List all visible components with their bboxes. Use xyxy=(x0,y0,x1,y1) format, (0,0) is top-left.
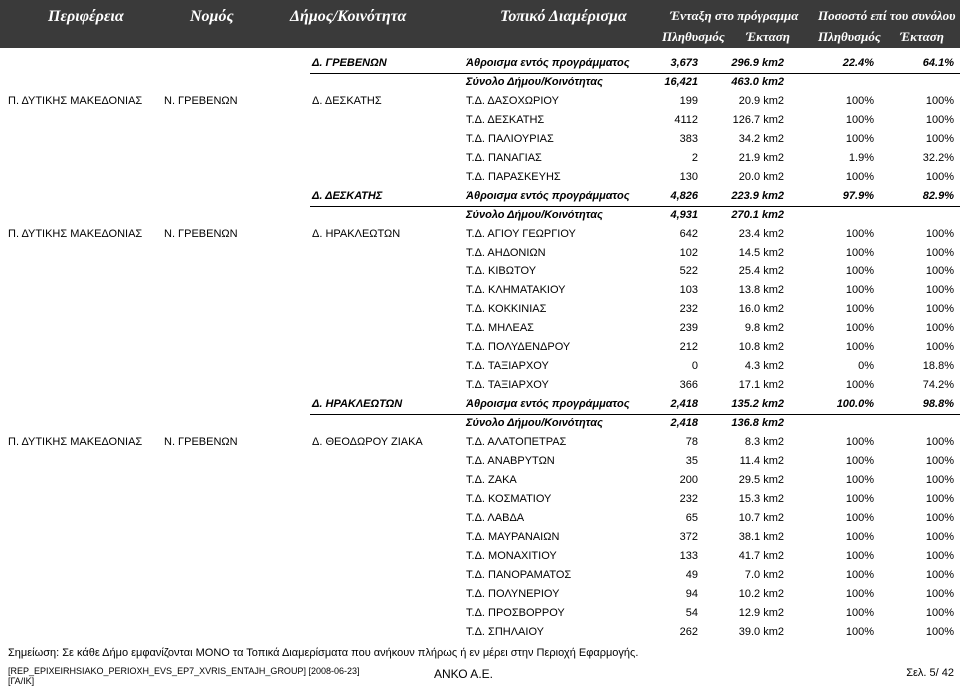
cell-td: Τ.Δ. ΜΟΝΑΧΙΤΙΟΥ xyxy=(466,549,557,562)
header-plithysmos-2: Πληθυσμός xyxy=(818,29,881,44)
cell-pop: 642 xyxy=(679,227,698,240)
cell-td: Τ.Δ. ΠΑΝΟΡΑΜΑΤΟΣ xyxy=(466,568,572,581)
cell-dim: Δ. ΘΕΟΔΩΡΟΥ ΖΙΑΚΑ xyxy=(312,436,423,448)
footer-report-code-line2: [ΓΑ/ΙΚ] xyxy=(8,676,35,686)
table-row xyxy=(0,301,960,320)
cell-p1: 100% xyxy=(845,113,874,126)
cell-pop: 54 xyxy=(685,606,698,619)
cell-p1: 100% xyxy=(845,625,874,638)
cell-pop: 133 xyxy=(679,549,698,562)
cell-td: Τ.Δ. ΔΑΣΟΧΩΡΙΟΥ xyxy=(466,94,559,107)
cell-dim: Δ. ΗΡΑΚΛΕΩΤΩΝ xyxy=(312,227,401,240)
cell-pop: 239 xyxy=(679,322,698,335)
cell-p1: 100% xyxy=(845,94,874,107)
cell-p2: 98.8% xyxy=(922,398,954,411)
cell-p2: 32.2% xyxy=(922,151,954,164)
cell-p2: 100% xyxy=(925,284,954,297)
cell-p2: 100% xyxy=(925,113,954,126)
table-row xyxy=(0,472,960,491)
cell-per: Π. ΔΥΤΙΚΗΣ ΜΑΚΕΔΟΝΙΑΣ xyxy=(8,227,143,240)
cell-pop: 0 xyxy=(691,360,698,373)
cell-p1: 100% xyxy=(845,568,874,581)
cell-p2: 82.9% xyxy=(922,189,954,202)
cell-pop: 65 xyxy=(685,511,698,524)
cell-pop: 4,826 xyxy=(670,189,698,202)
cell-nom: Ν. ΓΡΕΒΕΝΩΝ xyxy=(164,94,238,107)
cell-area: 135.2 km2 xyxy=(731,398,784,411)
cell-p2: 100% xyxy=(925,625,954,638)
table-row xyxy=(0,245,960,264)
cell-td: Τ.Δ. ΠΟΛΥΝΕΡΙΟΥ xyxy=(466,587,560,600)
cell-pop: 94 xyxy=(685,587,698,600)
cell-area: 16.0 km2 xyxy=(738,303,784,316)
cell-area: 10.2 km2 xyxy=(738,587,784,600)
cell-p2: 100% xyxy=(925,246,954,259)
cell-per: Π. ΔΥΤΙΚΗΣ ΜΑΚΕΔΟΝΙΑΣ xyxy=(8,436,143,448)
cell-p2: 100% xyxy=(925,341,954,354)
cell-p1: 100% xyxy=(845,132,874,145)
cell-area: 11.4 km2 xyxy=(739,454,784,467)
cell-td: Τ.Δ. ΛΑΒΔΑ xyxy=(466,511,525,524)
cell-p2: 100% xyxy=(925,549,954,562)
cell-td: Τ.Δ. ΔΕΣΚΑΤΗΣ xyxy=(466,113,545,126)
cell-td: Τ.Δ. ΑΓΙΟΥ ΓΕΩΡΓΙΟΥ xyxy=(466,227,576,240)
table-row xyxy=(0,434,960,453)
cell-area: 17.1 km2 xyxy=(738,379,784,392)
cell-area: 21.9 km2 xyxy=(738,151,784,164)
table-row xyxy=(0,377,960,396)
cell-area: 39.0 km2 xyxy=(738,625,784,638)
footer-note: Σημείωση: Σε κάθε Δήμο εμφανίζονται ΜΟΝΟ τα Τοπικά Διαμερίσματα που ανήκουν πλήρως ή εν μέρει στην Περιοχή Εφαρμογής. xyxy=(8,647,639,659)
header-entaxi: Ένταξη στο πρόγραμμα xyxy=(670,8,799,23)
cell-area: 23.4 km2 xyxy=(738,227,784,240)
cell-pop: 372 xyxy=(679,530,698,543)
cell-area: 29.5 km2 xyxy=(738,473,784,486)
cell-area: 12.9 km2 xyxy=(738,606,784,619)
table-row xyxy=(0,169,960,188)
cell-area: 4.3 km2 xyxy=(744,360,784,373)
cell-p2: 100% xyxy=(925,265,954,278)
table-row xyxy=(0,358,960,377)
cell-p1: 100% xyxy=(845,454,874,467)
cell-td: Τ.Δ. ΜΑΥΡΑΝΑΙΩΝ xyxy=(466,530,560,543)
cell-p1: 100% xyxy=(845,246,874,259)
cell-area: 9.8 km2 xyxy=(744,322,784,335)
cell-p2: 100% xyxy=(925,568,954,581)
cell-p1: 100% xyxy=(845,530,874,543)
cell-p2: 100% xyxy=(925,436,954,448)
table-row xyxy=(0,491,960,510)
cell-pop: 102 xyxy=(679,246,698,259)
cell-td: Σύνολο Δήμου/Κοινότητας xyxy=(466,417,603,430)
header-dimos: Δήμος/Κοινότητα xyxy=(290,8,407,25)
cell-p2: 100% xyxy=(925,454,954,467)
cell-td: Τ.Δ. ΠΑΛΙΟΥΡΙΑΣ xyxy=(466,132,554,145)
header-nomos: Νομός xyxy=(190,8,234,25)
cell-pop: 35 xyxy=(685,454,698,467)
header-periferia: Περιφέρεια xyxy=(48,8,124,25)
cell-td: Τ.Δ. ΚΛΗΜΑΤΑΚΙΟΥ xyxy=(466,284,566,297)
cell-area: 223.9 km2 xyxy=(731,189,784,202)
cell-p1: 100% xyxy=(845,587,874,600)
cell-p2: 74.2% xyxy=(922,379,954,392)
table-row xyxy=(0,93,960,112)
cell-td: Τ.Δ. ΤΑΞΙΑΡΧΟΥ xyxy=(466,379,549,392)
cell-p2: 100% xyxy=(925,492,954,505)
table-row xyxy=(0,586,960,605)
cell-nom: Ν. ΓΡΕΒΕΝΩΝ xyxy=(164,436,238,448)
cell-p2: 100% xyxy=(925,587,954,600)
cell-td: Τ.Δ. ΚΙΒΩΤΟΥ xyxy=(466,265,537,278)
cell-p1: 100% xyxy=(845,436,874,448)
cell-p2: 100% xyxy=(925,227,954,240)
cell-area: 34.2 km2 xyxy=(738,132,784,145)
cell-dim: Δ. ΔΕΣΚΑΤΗΣ xyxy=(312,189,383,202)
cell-area: 15.3 km2 xyxy=(738,492,784,505)
cell-pop: 366 xyxy=(679,379,698,392)
cell-pop: 199 xyxy=(679,94,698,107)
cell-dim: Δ. ΔΕΣΚΑΤΗΣ xyxy=(312,94,382,107)
table-row xyxy=(0,226,960,245)
header-topiko: Τοπικό Διαμέρισμα xyxy=(500,8,627,25)
cell-dim: Δ. ΗΡΑΚΛΕΩΤΩΝ xyxy=(312,398,403,411)
header-ektasi-2: Έκταση xyxy=(900,29,944,44)
cell-p1: 100% xyxy=(845,265,874,278)
cell-p1: 1.9% xyxy=(848,151,874,164)
cell-p1: 100% xyxy=(845,227,874,240)
cell-td: Τ.Δ. ΠΟΛΥΔΕΝΔΡΟΥ xyxy=(466,341,571,354)
cell-p1: 97.9% xyxy=(842,189,874,202)
cell-p2: 18.8% xyxy=(922,360,954,373)
cell-p1: 100% xyxy=(845,170,874,183)
cell-p2: 64.1% xyxy=(922,57,954,69)
cell-pop: 2 xyxy=(691,151,698,164)
cell-p2: 100% xyxy=(925,170,954,183)
cell-p1: 100% xyxy=(845,284,874,297)
cell-p1: 100% xyxy=(845,379,874,392)
cell-p2: 100% xyxy=(925,511,954,524)
cell-p1: 100% xyxy=(845,322,874,335)
cell-td: Τ.Δ. ΚΟΚΚΙΝΙΑΣ xyxy=(466,303,547,316)
cell-p2: 100% xyxy=(925,606,954,619)
cell-area: 41.7 km2 xyxy=(738,549,784,562)
cell-td: Άθροισμα εντός προγράμματος xyxy=(466,189,630,202)
cell-p1: 100% xyxy=(845,473,874,486)
cell-area: 126.7 km2 xyxy=(732,113,784,126)
cell-td: Τ.Δ. ΜΗΛΕΑΣ xyxy=(466,322,534,335)
cell-area: 270.1 km2 xyxy=(731,208,784,221)
table-row xyxy=(0,339,960,358)
footer-report-code xyxy=(8,666,359,686)
cell-area: 10.7 km2 xyxy=(738,511,784,524)
cell-area: 7.0 km2 xyxy=(744,568,784,581)
cell-pop: 130 xyxy=(679,170,698,183)
cell-area: 463.0 km2 xyxy=(731,75,784,88)
cell-pop: 3,673 xyxy=(670,57,698,69)
total-row xyxy=(0,207,960,226)
table-row xyxy=(0,567,960,586)
cell-pop: 4112 xyxy=(674,113,698,126)
cell-pop: 232 xyxy=(679,492,698,505)
table-row xyxy=(0,112,960,131)
total-row xyxy=(0,188,960,207)
cell-td: Άθροισμα εντός προγράμματος xyxy=(466,398,630,411)
cell-p2: 100% xyxy=(925,94,954,107)
cell-p1: 100% xyxy=(845,341,874,354)
cell-area: 10.8 km2 xyxy=(738,341,784,354)
cell-pop: 232 xyxy=(679,303,698,316)
total-row xyxy=(0,55,960,74)
cell-pop: 2,418 xyxy=(670,417,698,430)
cell-td: Τ.Δ. ΖΑΚΑ xyxy=(466,473,517,486)
total-row xyxy=(0,74,960,93)
footer-page-number: Σελ. 5/ 42 xyxy=(906,667,954,679)
cell-td: Τ.Δ. ΚΟΣΜΑΤΙΟΥ xyxy=(466,492,552,505)
cell-td: Τ.Δ. ΑΝΑΒΡΥΤΩΝ xyxy=(466,454,555,467)
cell-pop: 49 xyxy=(685,568,698,581)
cell-td: Τ.Δ. ΠΡΟΣΒΟΡΡΟΥ xyxy=(466,606,565,619)
footer-company: ΑΝΚΟ Α.Ε. xyxy=(434,667,493,681)
cell-td: Τ.Δ. ΠΑΡΑΣΚΕΥΗΣ xyxy=(466,170,561,183)
header-pososto: Ποσοστό επί του συνόλου xyxy=(818,8,956,23)
table-row xyxy=(0,263,960,282)
cell-p1: 100% xyxy=(845,492,874,505)
cell-td: Τ.Δ. ΑΗΔΟΝΙΩΝ xyxy=(466,246,546,259)
table-row xyxy=(0,548,960,567)
cell-td: Τ.Δ. ΠΑΝΑΓΙΑΣ xyxy=(466,151,542,164)
cell-p2: 100% xyxy=(925,530,954,543)
cell-area: 38.1 km2 xyxy=(738,530,784,543)
cell-p1: 100% xyxy=(845,303,874,316)
cell-area: 136.8 km2 xyxy=(731,417,784,430)
total-row xyxy=(0,415,960,434)
table-row xyxy=(0,150,960,169)
cell-td: Τ.Δ. ΣΠΗΛΑΙΟΥ xyxy=(466,625,544,638)
cell-p1: 100% xyxy=(845,511,874,524)
footer-report-code-line1: [REP_EPIXEIRHSIAKO_PERIOXH_EVS_EP7_XVRIS_ENTAJH_GROUP] [2008-06-23] xyxy=(8,666,360,676)
table-row xyxy=(0,320,960,339)
table-row xyxy=(0,453,960,472)
table-header xyxy=(0,0,960,48)
cell-area: 13.8 km2 xyxy=(738,284,784,297)
cell-pop: 2,418 xyxy=(670,398,698,411)
cell-area: 25.4 km2 xyxy=(738,265,784,278)
table-row xyxy=(0,605,960,624)
cell-p1: 0% xyxy=(858,360,874,373)
cell-p1: 100% xyxy=(845,549,874,562)
cell-area: 296.9 km2 xyxy=(731,57,784,69)
total-row xyxy=(0,396,960,415)
cell-td: Τ.Δ. ΑΛΑΤΟΠΕΤΡΑΣ xyxy=(466,436,567,448)
cell-p2: 100% xyxy=(925,473,954,486)
table-row xyxy=(0,624,960,643)
cell-pop: 103 xyxy=(679,284,698,297)
header-ektasi-1: Έκταση xyxy=(746,29,790,44)
cell-pop: 78 xyxy=(685,436,698,448)
cell-pop: 383 xyxy=(679,132,698,145)
cell-p1: 22.4% xyxy=(842,57,874,69)
cell-area: 14.5 km2 xyxy=(738,246,784,259)
cell-per: Π. ΔΥΤΙΚΗΣ ΜΑΚΕΔΟΝΙΑΣ xyxy=(8,94,143,107)
cell-nom: Ν. ΓΡΕΒΕΝΩΝ xyxy=(164,227,238,240)
cell-area: 20.0 km2 xyxy=(738,170,784,183)
cell-p2: 100% xyxy=(925,303,954,316)
cell-p1: 100.0% xyxy=(836,398,874,411)
cell-pop: 16,421 xyxy=(664,75,698,88)
table-row xyxy=(0,131,960,150)
table-row xyxy=(0,529,960,548)
cell-td: Τ.Δ. ΤΑΞΙΑΡΧΟΥ xyxy=(466,360,549,373)
cell-td: Σύνολο Δήμου/Κοινότητας xyxy=(466,75,603,88)
cell-p2: 100% xyxy=(925,322,954,335)
cell-dim: Δ. ΓΡΕΒΕΝΩΝ xyxy=(312,57,387,69)
table-row xyxy=(0,510,960,529)
cell-p2: 100% xyxy=(925,132,954,145)
cell-pop: 212 xyxy=(679,341,698,354)
cell-area: 8.3 km2 xyxy=(744,436,784,448)
cell-td: Άθροισμα εντός προγράμματος xyxy=(466,57,630,69)
cell-pop: 262 xyxy=(679,625,698,638)
cell-area: 20.9 km2 xyxy=(738,94,784,107)
table-row xyxy=(0,282,960,301)
cell-p1: 100% xyxy=(845,606,874,619)
cell-td: Σύνολο Δήμου/Κοινότητας xyxy=(466,208,603,221)
cell-pop: 4,931 xyxy=(670,208,698,221)
header-plithysmos-1: Πληθυσμός xyxy=(662,29,725,44)
cell-pop: 200 xyxy=(679,473,698,486)
cell-pop: 522 xyxy=(679,265,698,278)
